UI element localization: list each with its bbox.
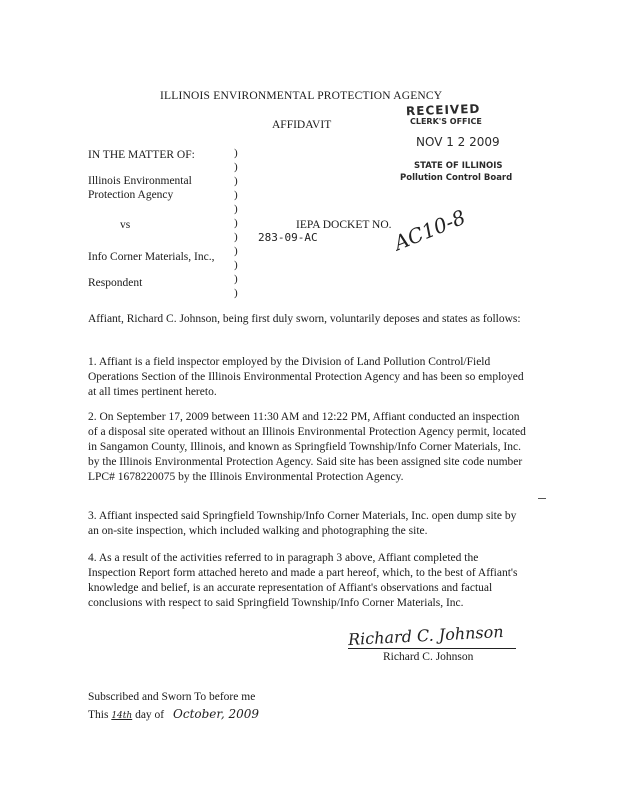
notary-day-of: day of [135, 709, 165, 721]
notary-line2 [88, 707, 259, 723]
paragraph-1: 1. Affiant is a field inspector employed by the Division of Land Pollution Control/Field Operations Section of the Illinois Environmental Protection Agency and has been so employed at all times pertinent hereto. [88, 356, 524, 398]
caption-brace: ) ) ) ) ) ) ) ) ) ) ) [234, 147, 238, 299]
intro-paragraph: Affiant, Richard C. Johnson, being first duly sworn, voluntarily deposes and states as follows: [88, 313, 521, 325]
complainant-line1: Illinois Environmental [88, 175, 192, 187]
stamp-date: NOV 1 2 2009 [416, 135, 500, 149]
handwritten-case-number: AC10-8 [390, 204, 469, 256]
paragraph-4: 4. As a result of the activities referred to in paragraph 3 above, Affiant completed the Inspection Report form attached hereto and made a part hereof, which, to the best of Affiant's knowledge and belief, is an accurate representation of Affiant's observations and factual conclusions with respect to said Springfield Township/Info Corner Materials, Inc. [88, 552, 518, 609]
notary-prefix: This [88, 709, 109, 721]
complainant-line2: Protection Agency [88, 189, 174, 201]
respondent-label: Respondent [88, 277, 143, 289]
paragraph-2: 2. On September 17, 2009 between 11:30 AM and 12:22 PM, Affiant conducted an inspection of a disposal site operated without an Illinois Environmental Protection Agency permit, located in Sangamon County, Illinois, and known as Springfield Township/Info Corner Materials, Inc. by the Illinois Environmental Protection Agency. Said site has been assigned site code number LPC# 1678220075 by the Illinois Environmental Protection Agency. [88, 411, 526, 483]
notary-day: 14th [111, 711, 133, 721]
stamp-state: STATE OF ILLINOIS [414, 161, 503, 171]
stamp-office: CLERK'S OFFICE [410, 117, 482, 126]
notary-month-year: October, 2009 [173, 707, 259, 721]
agency-heading: ILLINOIS ENVIRONMENTAL PROTECTION AGENCY [160, 90, 443, 102]
scan-mark [538, 498, 546, 499]
versus-label: vs [120, 219, 131, 231]
respondent-name: Info Corner Materials, Inc., [88, 251, 215, 263]
stamp-received: RECEIVED [405, 101, 481, 119]
paragraph-3: 3. Affiant inspected said Springfield Township/Info Corner Materials, Inc. open dump site by an on-site inspection, which included walking and photographing the site. [88, 510, 517, 537]
handwritten-signature: Richard C. Johnson [347, 621, 504, 650]
stamp-board: Pollution Control Board [400, 173, 513, 183]
signature-line [348, 648, 516, 649]
affidavit-title: AFFIDAVIT [272, 119, 332, 131]
signer-printed-name: Richard C. Johnson [383, 651, 474, 663]
docket-label: IEPA DOCKET NO. [296, 219, 392, 231]
received-stamp [392, 103, 517, 191]
docket-number: 283-09-AC [258, 231, 318, 244]
matter-label: IN THE MATTER OF: [88, 149, 195, 161]
notary-line1: Subscribed and Sworn To before me [88, 691, 256, 703]
